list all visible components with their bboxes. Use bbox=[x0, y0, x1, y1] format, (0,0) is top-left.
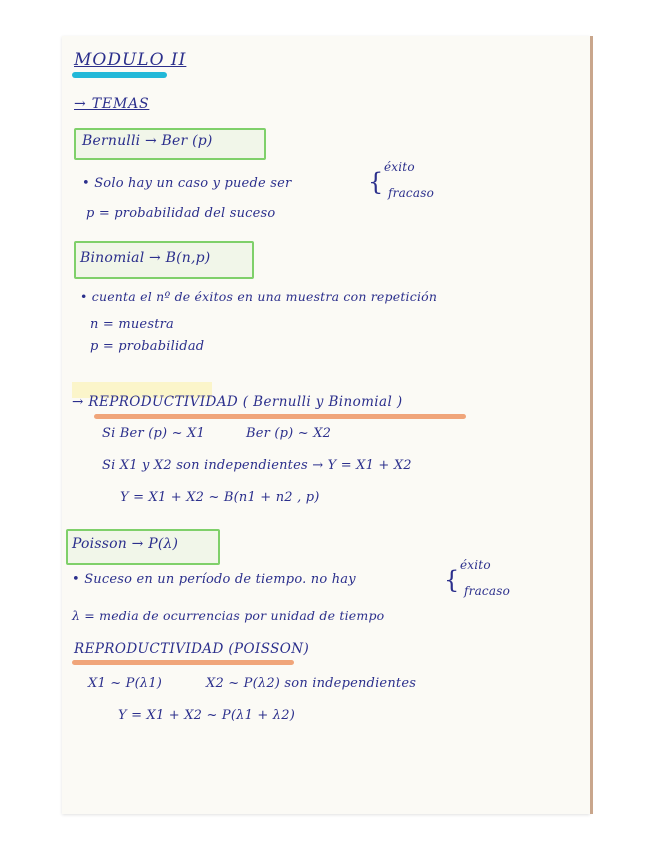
poisson-brace: { bbox=[444, 566, 460, 594]
reproductividad-bb-line-2: Si X1 y X2 son independientes → Y = X1 + X2 bbox=[102, 458, 412, 473]
binomial-line-3: p = probabilidad bbox=[90, 339, 205, 354]
bernoulli-line-2: p = probabilidad del suceso bbox=[86, 206, 276, 221]
poisson-outcome-fracaso: fracaso bbox=[464, 584, 510, 598]
page-title: MODULO II bbox=[74, 50, 187, 70]
title-underline bbox=[72, 72, 167, 78]
binomial-header: Binomial → B(n,p) bbox=[80, 250, 211, 266]
binomial-line-2: n = muestra bbox=[90, 317, 174, 332]
reproductividad-poisson-line-2: Y = X1 + X2 ~ P(λ1 + λ2) bbox=[118, 708, 295, 723]
bernoulli-outcome-exito: éxito bbox=[384, 160, 415, 174]
poisson-line-2: λ = media de ocurrencias por unidad de tiempo bbox=[72, 608, 385, 623]
reproductividad-bb-line-1b: Ber (p) ~ X2 bbox=[246, 426, 332, 441]
poisson-outcome-exito: éxito bbox=[460, 558, 491, 572]
poisson-header: Poisson → P(λ) bbox=[72, 536, 179, 552]
reproductividad-poisson-line-1b: X2 ~ P(λ2) son independientes bbox=[206, 676, 417, 691]
reproductividad-bb-line-3: Y = X1 + X2 ~ B(n1 + n2 , p) bbox=[120, 490, 320, 505]
bernoulli-line-1: • Solo hay un caso y puede ser bbox=[82, 176, 292, 191]
reproductividad-bb-header: → REPRODUCTIVIDAD ( Bernulli y Binomial ) bbox=[72, 394, 403, 410]
reproductividad-poisson-underline bbox=[72, 660, 294, 665]
reproductividad-bb-underline bbox=[94, 414, 466, 419]
bernoulli-header: Bernulli → Ber (p) bbox=[82, 133, 213, 149]
bernoulli-brace: { bbox=[368, 168, 384, 196]
temas-heading: → TEMAS bbox=[74, 96, 150, 112]
binomial-line-1: • cuenta el nº de éxitos en una muestra con repetición bbox=[80, 289, 438, 304]
reproductividad-poisson-line-1a: X1 ~ P(λ1) bbox=[88, 676, 163, 691]
poisson-line-1: • Suceso en un período de tiempo. no hay bbox=[72, 572, 356, 587]
bernoulli-outcome-fracaso: fracaso bbox=[388, 186, 434, 200]
reproductividad-poisson-header: REPRODUCTIVIDAD (POISSON) bbox=[74, 641, 310, 657]
reproductividad-bb-line-1a: Si Ber (p) ~ X1 bbox=[102, 426, 205, 441]
notebook-page bbox=[62, 36, 590, 814]
